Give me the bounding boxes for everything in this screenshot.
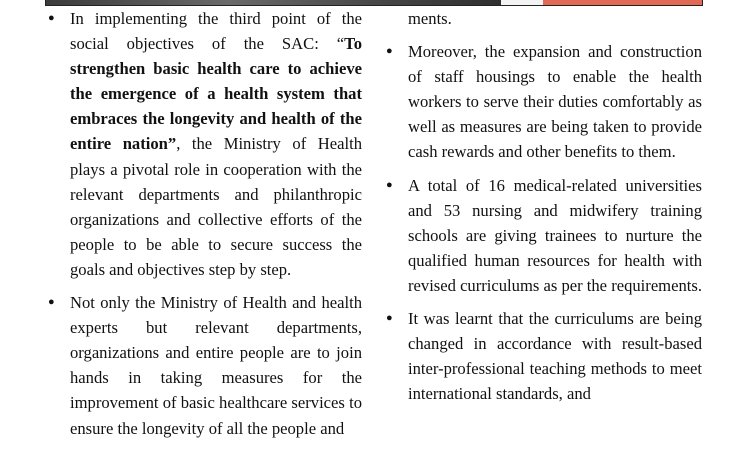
bullet-item	[384, 39, 702, 164]
bullet-text-intro: In implementing the third point of the social objectives of the SAC: “	[70, 9, 362, 54]
photo-light-section	[501, 0, 543, 5]
bullet-icon: ●	[386, 45, 393, 58]
right-column	[384, 6, 702, 406]
bullet-text	[70, 6, 362, 282]
bullet-text: Moreover, the expansion and construction of staff housings to enable the health workers to serve their duties comfortably as well as measures are being taken to provide cash rewards and other benefits to them.	[408, 42, 702, 162]
bullet-icon: ●	[48, 296, 55, 309]
bullet-icon: ●	[48, 12, 55, 24]
left-bullet-list	[46, 6, 362, 441]
photo-dark-section	[46, 0, 501, 5]
bullet-item	[46, 290, 362, 441]
bullet-text: A total of 16 medical-related universities and 53 nursing and midwifery training schools are giving trainees to nurture the qualified human resources for health with revised curriculums as per the requirements.	[408, 175, 702, 295]
bullet-text: Not only the Ministry of Health and health experts but relevant departments, organizations and entire people are to join hands in taking measures for the improvement of basic healthcare services to ensure the longevity of all the people and	[70, 293, 362, 438]
photo-red-section	[543, 0, 702, 5]
bullet-icon: ●	[386, 178, 393, 191]
right-bullet-list	[384, 39, 702, 406]
continued-text: ments.	[408, 9, 452, 28]
bullet-item	[46, 6, 362, 282]
left-column	[46, 6, 362, 441]
bullet-text: It was learnt that the curriculums are being changed in accordance with result-based inter-professional teaching methods to meet international standards, and	[408, 309, 702, 404]
bullet-text-rest: , the Ministry of Health plays a pivotal role in cooperation with the relevant departments and philanthropic organizations and collective efforts of the people to be able to secure success the goals and objectives step by step.	[70, 134, 362, 279]
bullet-text-bold-quote: To strengthen basic health care to achieve the emergence of a health system that embraces the longevity and health of the entire nation”	[70, 34, 362, 154]
bullet-item	[384, 306, 702, 406]
bullet-item	[384, 173, 702, 298]
bullet-icon: ●	[386, 312, 393, 325]
